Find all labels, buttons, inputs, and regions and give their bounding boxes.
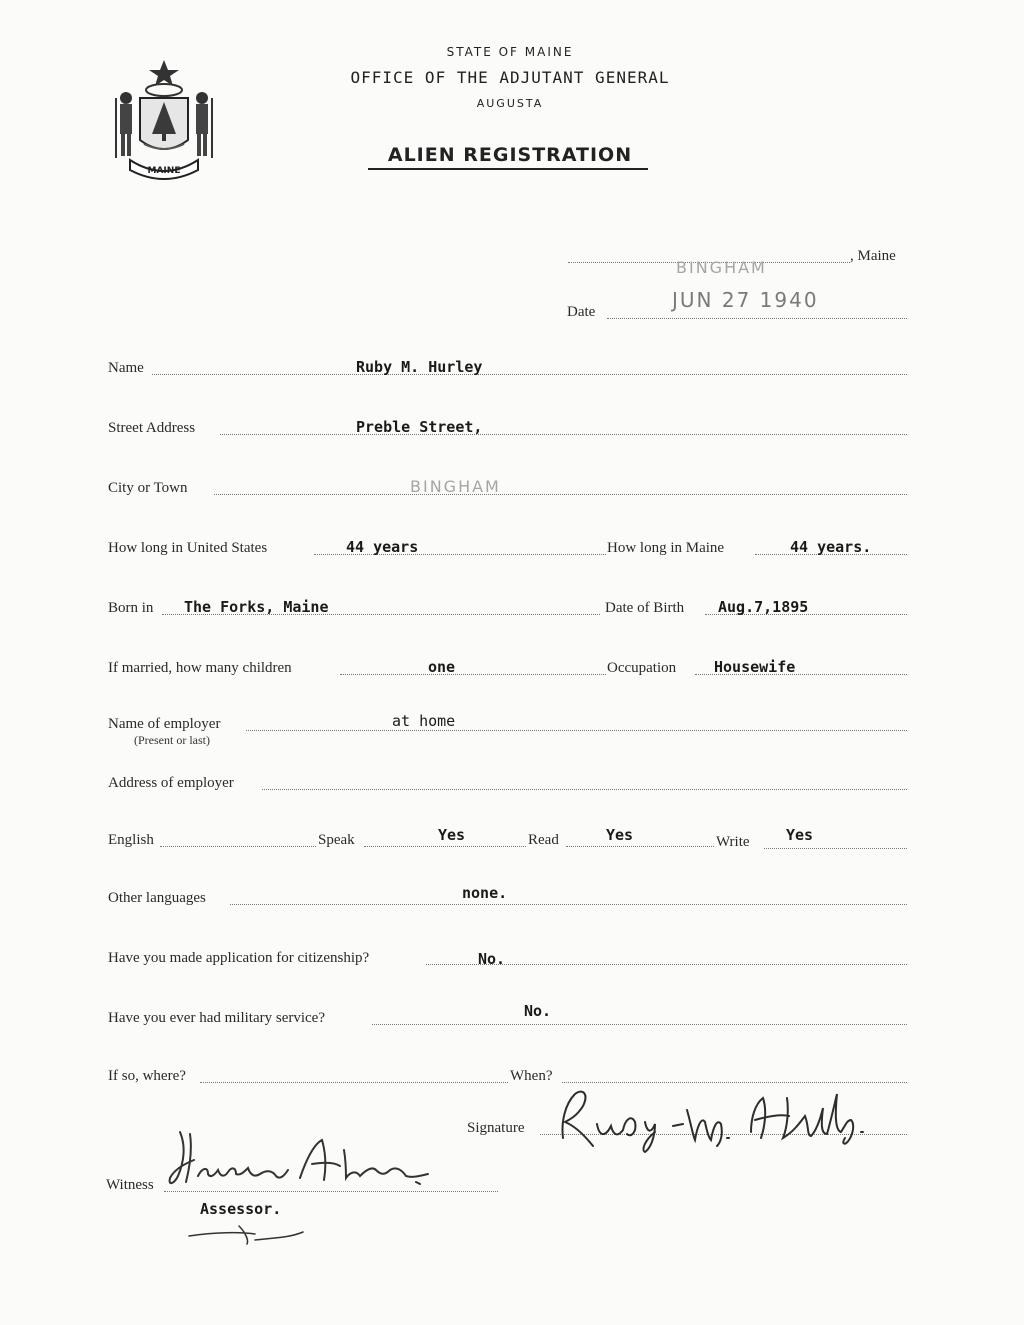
witness-signature <box>150 1120 450 1200</box>
write-label: Write <box>716 834 750 850</box>
signature-label: Signature <box>467 1120 525 1136</box>
children-value: one <box>428 658 456 676</box>
us-years-label: How long in United States <box>108 540 268 556</box>
write-value: Yes <box>786 826 814 844</box>
other-languages-value: none. <box>462 884 508 902</box>
street-value: Preble Street, <box>356 418 483 436</box>
children-label: If married, how many children <box>108 660 292 676</box>
employer-line <box>246 730 907 731</box>
title-underline <box>368 168 648 170</box>
occupation-label: Occupation <box>607 660 677 676</box>
place-suffix: , Maine <box>850 248 896 264</box>
children-line <box>340 674 606 675</box>
witness-title: Assessor. <box>200 1200 282 1218</box>
born-in-label: Born in <box>108 600 154 616</box>
military-label: Have you ever had military service? <box>108 1010 325 1026</box>
where-line <box>200 1082 508 1083</box>
citizenship-value: No. <box>478 950 506 968</box>
dob-label: Date of Birth <box>605 600 685 616</box>
maine-years-label: How long in Maine <box>607 540 725 556</box>
military-value: No. <box>524 1002 552 1020</box>
speak-value: Yes <box>438 826 466 844</box>
military-line <box>372 1024 907 1025</box>
dob-value: Aug.7,1895 <box>718 598 809 616</box>
header-city: AUGUSTA <box>476 97 544 110</box>
state-seal-icon <box>112 58 217 183</box>
read-label: Read <box>528 832 559 848</box>
city-label: City or Town <box>108 480 188 496</box>
when-label: When? <box>510 1068 553 1084</box>
name-line <box>152 374 907 375</box>
other-languages-label: Other languages <box>108 890 206 906</box>
english-line <box>160 846 316 847</box>
date-line <box>607 318 907 319</box>
name-value: Ruby M. Hurley <box>356 358 483 376</box>
street-line <box>220 434 907 435</box>
place-stamp: BINGHAM <box>676 258 767 277</box>
employer-sublabel: (Present or last) <box>134 733 210 747</box>
date-label: Date <box>567 304 596 320</box>
employer-label: Name of employer <box>108 716 221 732</box>
svg-text:MAINE: MAINE <box>147 166 181 176</box>
read-value: Yes <box>606 826 634 844</box>
read-line <box>566 846 714 847</box>
where-label: If so, where? <box>108 1068 186 1084</box>
speak-label: Speak <box>318 832 355 848</box>
citizenship-label: Have you made application for citizenship? <box>108 950 370 966</box>
us-years-value: 44 years <box>346 538 419 556</box>
street-label: Street Address <box>108 420 196 436</box>
applicant-signature <box>555 1080 885 1155</box>
city-line <box>214 494 907 495</box>
header-office: OFFICE OF THE ADJUTANT GENERAL <box>350 68 670 87</box>
form-title: ALIEN REGISTRATION <box>387 144 633 166</box>
speak-line <box>364 846 526 847</box>
maine-years-value: 44 years. <box>790 538 872 556</box>
date-stamp: JUN 27 1940 <box>672 288 819 312</box>
occupation-value: Housewife <box>714 658 796 676</box>
city-stamp-value: BINGHAM <box>410 477 501 496</box>
employer-address-label: Address of employer <box>108 775 234 791</box>
employer-address-line <box>262 789 907 790</box>
other-languages-line <box>230 904 907 905</box>
english-label: English <box>108 832 154 848</box>
header-state: STATE OF MAINE <box>446 45 574 59</box>
name-label: Name <box>108 360 144 376</box>
witness-label: Witness <box>106 1177 154 1193</box>
born-in-value: The Forks, Maine <box>184 598 329 616</box>
write-line <box>764 848 907 849</box>
employer-value: at home <box>392 712 456 730</box>
witness-flourish <box>185 1222 315 1246</box>
